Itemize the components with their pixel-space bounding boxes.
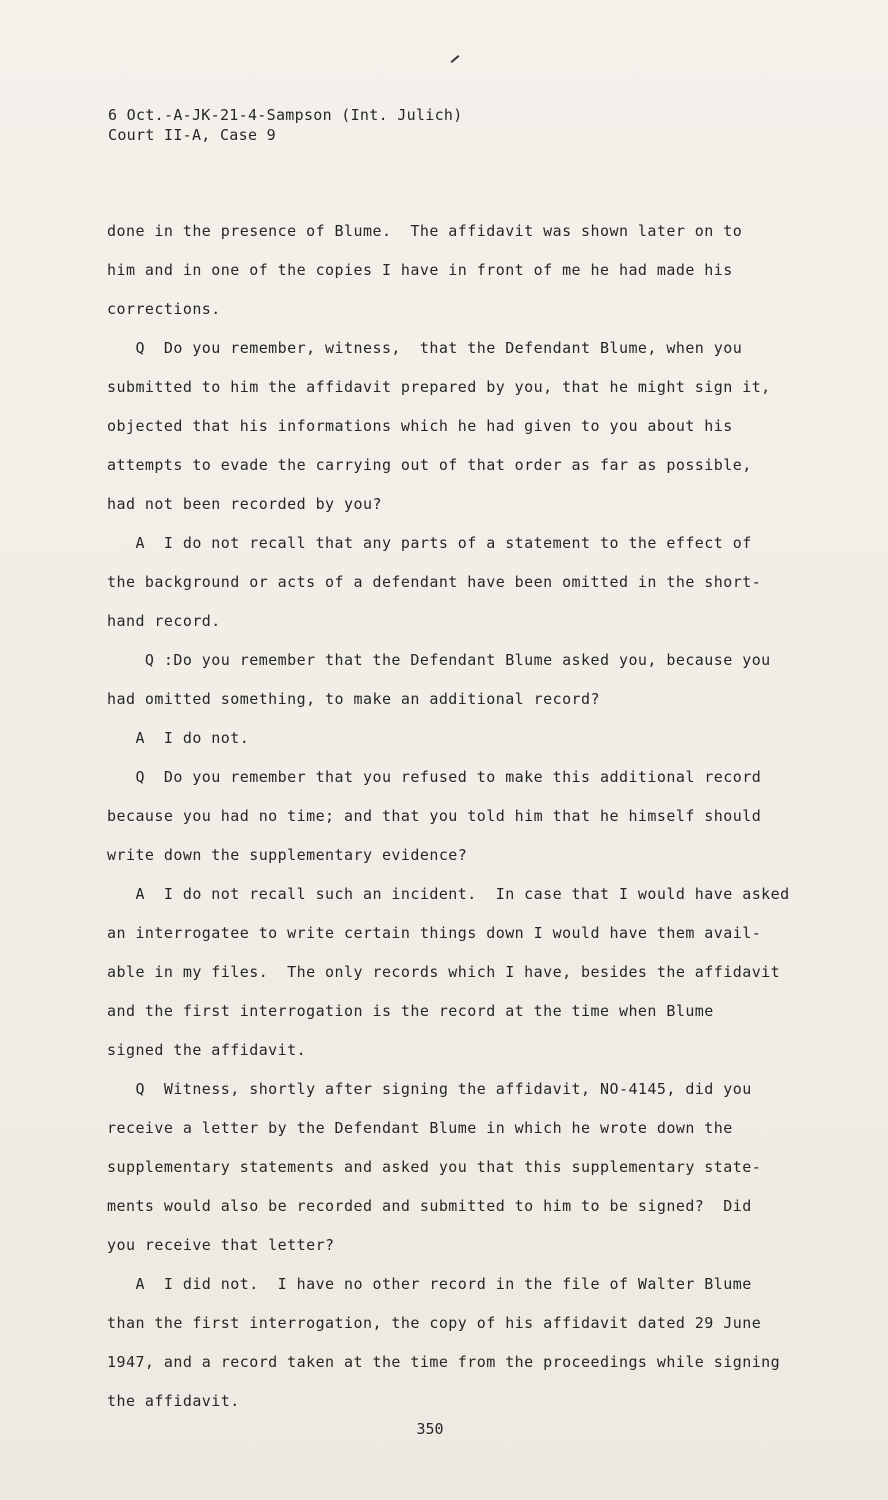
text-line: because you had no time; and that you told him that he himself should — [107, 807, 762, 825]
pen-mark — [451, 55, 460, 63]
text-line: submitted to him the affidavit prepared by you, that he might sign it, — [107, 378, 771, 396]
text-line: than the first interrogation, the copy of his affidavit dated 29 June — [107, 1314, 762, 1332]
text-line: A I do not recall such an incident. In case that I would have asked — [107, 885, 790, 903]
text-line: the affidavit. — [107, 1392, 240, 1410]
text-line: objected that his informations which he had given to you about his — [107, 417, 733, 435]
text-line: 1947, and a record taken at the time from the proceedings while signing — [107, 1353, 781, 1371]
text-line: done in the presence of Blume. The affidavit was shown later on to — [107, 222, 743, 240]
text-line: Q Do you remember, witness, that the Defendant Blume, when you — [107, 339, 743, 357]
text-line: signed the affidavit. — [107, 1041, 307, 1059]
text-line: you receive that letter? — [107, 1236, 335, 1254]
text-line: supplementary statements and asked you that this supplementary state- — [107, 1158, 762, 1176]
text-line: write down the supplementary evidence? — [107, 846, 468, 864]
text-line: A I did not. I have no other record in the file of Walter Blume — [107, 1275, 752, 1293]
text-line: him and in one of the copies I have in front of me he had made his — [107, 261, 733, 279]
header-reference-line: 6 Oct.-A-JK-21-4-Sampson (Int. Julich) — [108, 106, 463, 124]
text-line: the background or acts of a defendant have been omitted in the short- — [107, 573, 762, 591]
text-line: Q :Do you remember that the Defendant Blume asked you, because you — [107, 651, 771, 669]
header-court-line: Court II-A, Case 9 — [108, 126, 276, 144]
text-line: receive a letter by the Defendant Blume in which he wrote down the — [107, 1119, 733, 1137]
text-line: attempts to evade the carrying out of that order as far as possible, — [107, 456, 752, 474]
text-line: hand record. — [107, 612, 221, 630]
text-line: A I do not. — [107, 729, 250, 747]
text-line: an interrogatee to write certain things down I would have them avail- — [107, 924, 762, 942]
transcript-body — [107, 221, 807, 1430]
document-header — [108, 105, 463, 145]
text-line: had not been recorded by you? — [107, 495, 382, 513]
text-line: ments would also be recorded and submitted to him to be signed? Did — [107, 1197, 752, 1215]
text-line: able in my files. The only records which I have, besides the affidavit — [107, 963, 781, 981]
text-line: corrections. — [107, 300, 221, 318]
text-line: had omitted something, to make an additional record? — [107, 690, 600, 708]
text-line: Q Witness, shortly after signing the affidavit, NO-4145, did you — [107, 1080, 752, 1098]
page-number: 350 — [416, 1420, 444, 1438]
text-line: A I do not recall that any parts of a statement to the effect of — [107, 534, 752, 552]
text-line: and the first interrogation is the record at the time when Blume — [107, 1002, 714, 1020]
text-line: Q Do you remember that you refused to make this additional record — [107, 768, 762, 786]
